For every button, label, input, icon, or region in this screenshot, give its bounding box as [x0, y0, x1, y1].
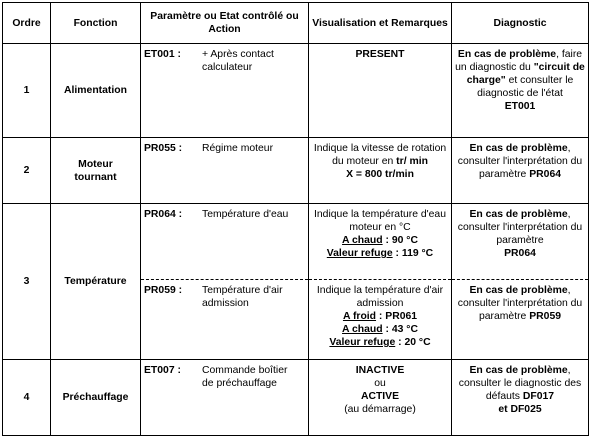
diag-bold: PR064	[526, 169, 562, 180]
row-diagnostic	[452, 204, 589, 280]
param-label: + Après contact calculateur	[202, 49, 274, 73]
row-ordre: 4	[3, 360, 51, 436]
row-visualisation	[309, 280, 452, 360]
vis-line	[312, 234, 448, 247]
vis-line	[312, 310, 448, 323]
row-parametre	[141, 360, 309, 436]
diag-bold: PR059	[526, 311, 562, 322]
diag-text: , consulter l'interprétation du paramètre	[457, 209, 583, 246]
header-ordre: Ordre	[3, 3, 51, 44]
vis-bold: : 119 °C	[392, 248, 434, 259]
diag-text: , faire un diagnostic du	[455, 49, 583, 73]
vis-text: Indique la température d'eau moteur en °C	[314, 209, 446, 233]
param-code: ET007 :	[144, 365, 181, 376]
diag-text: , consulter l'interprétation du paramètre	[457, 143, 583, 180]
header-row	[3, 3, 589, 44]
diag-bold: En cas de problème	[469, 365, 568, 376]
row-visualisation: PRESENT	[309, 44, 452, 138]
param-label: Régime moteur	[202, 143, 274, 154]
diag-text: , consulter l'interprétation du paramètre	[457, 285, 583, 322]
header-fonction: Fonction	[51, 3, 141, 44]
table-row	[3, 44, 589, 138]
row-parametre	[141, 44, 309, 138]
vis-text: (au démarrage)	[344, 404, 416, 415]
header-parametre: Paramètre ou Etat contrôlé ou Action	[141, 3, 309, 44]
fonction-line: Moteur	[78, 158, 113, 170]
row-fonction: Préchauffage	[51, 360, 141, 436]
diag-bold: DF017	[520, 391, 555, 402]
row-diagnostic	[452, 360, 589, 436]
vis-line	[312, 323, 448, 336]
row-fonction: Alimentation	[51, 44, 141, 138]
vis-bold: : 20 °C	[395, 337, 431, 348]
vis-text: Indique la température d'air admission	[316, 285, 444, 309]
diag-bold: PR064	[504, 248, 536, 259]
diag-text: et consulter le diagnostic de l'état	[477, 75, 574, 99]
table-row	[3, 138, 589, 204]
diag-bold: et DF025	[498, 404, 542, 415]
row-diagnostic	[452, 280, 589, 360]
row-fonction: Température	[51, 204, 141, 360]
row-parametre	[141, 204, 309, 280]
row-visualisation	[309, 204, 452, 280]
param-label: Commande boîtier de préchauffage	[202, 365, 288, 389]
vis-underline: Valeur refuge	[326, 248, 393, 259]
vis-bold: ACTIVE	[360, 391, 400, 402]
row-parametre	[141, 138, 309, 204]
diag-text: , consulter le diagnostic des défauts	[458, 365, 582, 402]
param-code: PR064 :	[144, 209, 183, 220]
row-ordre: 1	[3, 44, 51, 138]
diagnostic-table	[2, 2, 589, 436]
diag-bold: ET001	[504, 101, 536, 112]
fonction-line: tournant	[74, 171, 117, 183]
diag-bold: En cas de problème	[469, 285, 568, 296]
header-visualisation: Visualisation et Remarques	[309, 3, 452, 44]
vis-underline: A chaud	[342, 324, 383, 335]
vis-text: ou	[374, 378, 386, 389]
vis-text: Indique la vitesse de rotation du moteur en	[313, 143, 447, 167]
vis-line	[312, 336, 448, 349]
vis-bold: tr/ min	[393, 156, 428, 167]
vis-bold: : 43 °C	[382, 324, 418, 335]
row-ordre: 2	[3, 138, 51, 204]
table-row	[3, 204, 589, 280]
diag-bold: En cas de problème	[469, 143, 568, 154]
vis-underline: A froid	[342, 311, 377, 322]
param-label: Température d'eau	[202, 209, 289, 220]
row-ordre: 3	[3, 204, 51, 360]
row-visualisation	[309, 360, 452, 436]
row-parametre	[141, 280, 309, 360]
param-code: PR055 :	[144, 143, 183, 154]
row-diagnostic	[452, 138, 589, 204]
table-row	[3, 360, 589, 436]
row-visualisation	[309, 138, 452, 204]
vis-line	[312, 247, 448, 260]
vis-bold: : 90 °C	[382, 235, 418, 246]
header-diagnostic: Diagnostic	[452, 3, 589, 44]
vis-bold: : PR061	[376, 311, 418, 322]
diag-bold: "circuit de charge"	[466, 62, 585, 86]
vis-bold: X = 800 tr/min	[346, 169, 414, 180]
param-label: Température d'air admission	[202, 285, 283, 309]
vis-underline: Valeur refuge	[329, 337, 396, 348]
row-diagnostic	[452, 44, 589, 138]
diag-bold: En cas de problème	[457, 49, 557, 60]
param-code: PR059 :	[144, 285, 183, 296]
vis-bold: INACTIVE	[355, 365, 405, 376]
vis-underline: A chaud	[342, 235, 383, 246]
row-fonction	[51, 138, 141, 204]
param-code: ET001 :	[144, 49, 181, 60]
diag-bold: En cas de problème	[469, 209, 568, 220]
